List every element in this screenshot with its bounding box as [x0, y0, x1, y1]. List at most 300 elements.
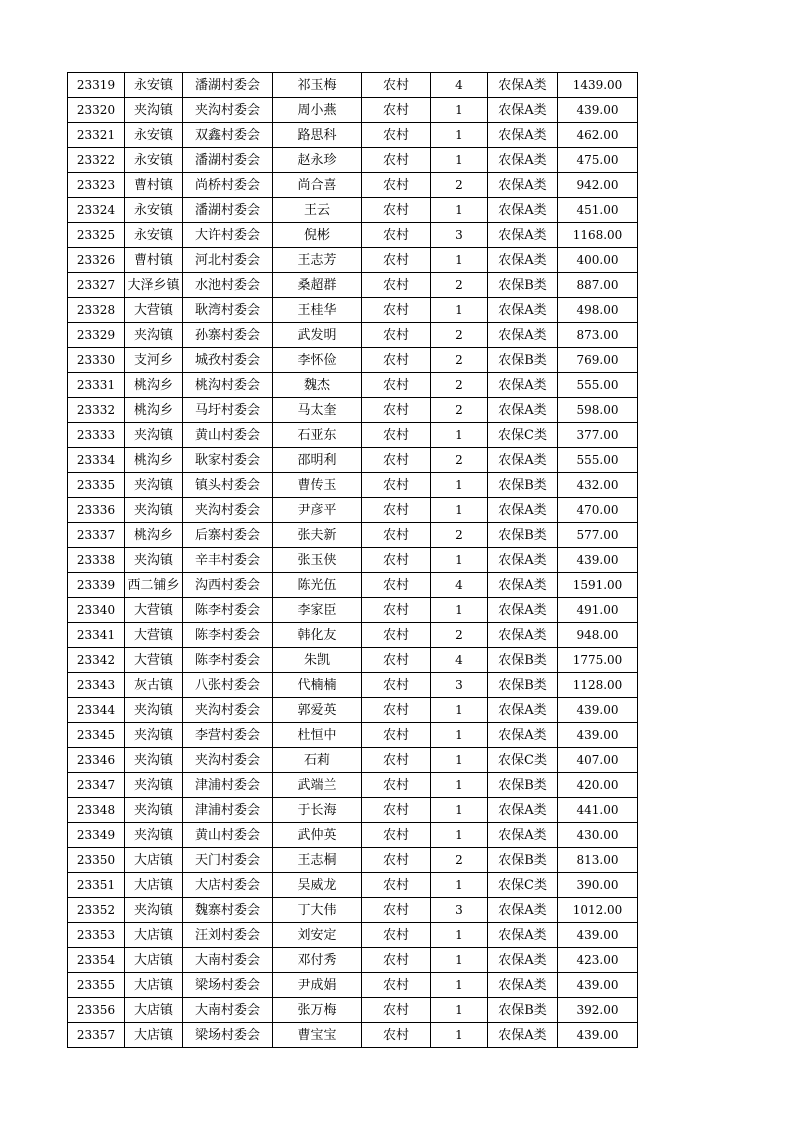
- record-id-cell: 23343: [68, 673, 125, 698]
- village-committee-cell: 陈李村委会: [183, 598, 273, 623]
- record-id-cell: 23325: [68, 223, 125, 248]
- amount-cell: 598.00: [558, 398, 638, 423]
- town-cell: 大营镇: [125, 623, 183, 648]
- household-count-cell: 1: [431, 698, 488, 723]
- insurance-category-cell: 农保B类: [488, 648, 558, 673]
- name-cell: 于长海: [273, 798, 362, 823]
- amount-cell: 813.00: [558, 848, 638, 873]
- amount-cell: 1439.00: [558, 73, 638, 98]
- amount-cell: 407.00: [558, 748, 638, 773]
- amount-cell: 769.00: [558, 348, 638, 373]
- amount-cell: 420.00: [558, 773, 638, 798]
- household-count-cell: 1: [431, 748, 488, 773]
- insurance-category-cell: 农保A类: [488, 148, 558, 173]
- village-committee-cell: 夹沟村委会: [183, 98, 273, 123]
- amount-cell: 470.00: [558, 498, 638, 523]
- household-count-cell: 1: [431, 423, 488, 448]
- insurance-category-cell: 农保A类: [488, 248, 558, 273]
- household-count-cell: 1: [431, 473, 488, 498]
- name-cell: 尹成娟: [273, 973, 362, 998]
- record-id-cell: 23319: [68, 73, 125, 98]
- insurance-category-cell: 农保A类: [488, 573, 558, 598]
- area-type-cell: 农村: [362, 373, 431, 398]
- household-count-cell: 1: [431, 298, 488, 323]
- area-type-cell: 农村: [362, 998, 431, 1023]
- name-cell: 武仲英: [273, 823, 362, 848]
- amount-cell: 432.00: [558, 473, 638, 498]
- record-id-cell: 23356: [68, 998, 125, 1023]
- area-type-cell: 农村: [362, 323, 431, 348]
- amount-cell: 498.00: [558, 298, 638, 323]
- insurance-category-cell: 农保A类: [488, 123, 558, 148]
- area-type-cell: 农村: [362, 748, 431, 773]
- town-cell: 夹沟镇: [125, 698, 183, 723]
- area-type-cell: 农村: [362, 598, 431, 623]
- table-row: [68, 798, 638, 823]
- area-type-cell: 农村: [362, 923, 431, 948]
- amount-cell: 423.00: [558, 948, 638, 973]
- village-committee-cell: 天门村委会: [183, 848, 273, 873]
- table-row: [68, 973, 638, 998]
- household-count-cell: 1: [431, 548, 488, 573]
- village-committee-cell: 八张村委会: [183, 673, 273, 698]
- town-cell: 夹沟镇: [125, 823, 183, 848]
- town-cell: 永安镇: [125, 123, 183, 148]
- name-cell: 张夫新: [273, 523, 362, 548]
- area-type-cell: 农村: [362, 973, 431, 998]
- area-type-cell: 农村: [362, 673, 431, 698]
- household-count-cell: 2: [431, 848, 488, 873]
- household-count-cell: 1: [431, 198, 488, 223]
- insurance-category-cell: 农保A类: [488, 798, 558, 823]
- household-count-cell: 1: [431, 873, 488, 898]
- insurance-category-cell: 农保B类: [488, 273, 558, 298]
- village-committee-cell: 潘湖村委会: [183, 73, 273, 98]
- area-type-cell: 农村: [362, 423, 431, 448]
- table-row: [68, 723, 638, 748]
- name-cell: 邵明利: [273, 448, 362, 473]
- table-row: [68, 198, 638, 223]
- village-committee-cell: 城孜村委会: [183, 348, 273, 373]
- household-count-cell: 1: [431, 248, 488, 273]
- area-type-cell: 农村: [362, 223, 431, 248]
- record-id-cell: 23327: [68, 273, 125, 298]
- record-id-cell: 23326: [68, 248, 125, 273]
- record-id-cell: 23344: [68, 698, 125, 723]
- table-row: [68, 173, 638, 198]
- name-cell: 曹传玉: [273, 473, 362, 498]
- household-count-cell: 1: [431, 98, 488, 123]
- town-cell: 大店镇: [125, 848, 183, 873]
- village-committee-cell: 大店村委会: [183, 873, 273, 898]
- village-committee-cell: 大南村委会: [183, 998, 273, 1023]
- table-row: [68, 573, 638, 598]
- area-type-cell: 农村: [362, 648, 431, 673]
- name-cell: 武发明: [273, 323, 362, 348]
- name-cell: 王志桐: [273, 848, 362, 873]
- amount-cell: 887.00: [558, 273, 638, 298]
- name-cell: 尚合喜: [273, 173, 362, 198]
- name-cell: 陈光伍: [273, 573, 362, 598]
- village-committee-cell: 耿湾村委会: [183, 298, 273, 323]
- amount-cell: 462.00: [558, 123, 638, 148]
- area-type-cell: 农村: [362, 298, 431, 323]
- insurance-category-cell: 农保A类: [488, 623, 558, 648]
- amount-cell: 555.00: [558, 373, 638, 398]
- insurance-category-cell: 农保B类: [488, 523, 558, 548]
- name-cell: 邓付秀: [273, 948, 362, 973]
- table-row: [68, 698, 638, 723]
- insurance-category-cell: 农保C类: [488, 748, 558, 773]
- amount-cell: 439.00: [558, 723, 638, 748]
- town-cell: 曹村镇: [125, 248, 183, 273]
- record-id-cell: 23354: [68, 948, 125, 973]
- amount-cell: 451.00: [558, 198, 638, 223]
- record-id-cell: 23352: [68, 898, 125, 923]
- name-cell: 郭爱英: [273, 698, 362, 723]
- name-cell: 周小燕: [273, 98, 362, 123]
- table-row: [68, 898, 638, 923]
- amount-cell: 439.00: [558, 698, 638, 723]
- table-row: [68, 348, 638, 373]
- town-cell: 桃沟乡: [125, 373, 183, 398]
- amount-cell: 1128.00: [558, 673, 638, 698]
- household-count-cell: 2: [431, 173, 488, 198]
- household-count-cell: 2: [431, 448, 488, 473]
- record-id-cell: 23349: [68, 823, 125, 848]
- insurance-category-cell: 农保A类: [488, 448, 558, 473]
- household-count-cell: 1: [431, 148, 488, 173]
- table-row: [68, 548, 638, 573]
- town-cell: 大店镇: [125, 873, 183, 898]
- name-cell: 朱凯: [273, 648, 362, 673]
- household-count-cell: 2: [431, 398, 488, 423]
- household-count-cell: 1: [431, 723, 488, 748]
- area-type-cell: 农村: [362, 398, 431, 423]
- table-row: [68, 398, 638, 423]
- household-count-cell: 1: [431, 598, 488, 623]
- area-type-cell: 农村: [362, 723, 431, 748]
- record-id-cell: 23339: [68, 573, 125, 598]
- town-cell: 西二铺乡: [125, 573, 183, 598]
- household-count-cell: 2: [431, 273, 488, 298]
- village-committee-cell: 津浦村委会: [183, 773, 273, 798]
- village-committee-cell: 马圩村委会: [183, 398, 273, 423]
- area-type-cell: 农村: [362, 173, 431, 198]
- record-id-cell: 23355: [68, 973, 125, 998]
- name-cell: 桑超群: [273, 273, 362, 298]
- area-type-cell: 农村: [362, 523, 431, 548]
- table-row: [68, 523, 638, 548]
- household-count-cell: 1: [431, 773, 488, 798]
- amount-cell: 392.00: [558, 998, 638, 1023]
- area-type-cell: 农村: [362, 448, 431, 473]
- household-count-cell: 1: [431, 123, 488, 148]
- village-committee-cell: 桃沟村委会: [183, 373, 273, 398]
- insurance-category-cell: 农保B类: [488, 998, 558, 1023]
- area-type-cell: 农村: [362, 498, 431, 523]
- table-row: [68, 998, 638, 1023]
- area-type-cell: 农村: [362, 473, 431, 498]
- area-type-cell: 农村: [362, 823, 431, 848]
- record-id-cell: 23346: [68, 748, 125, 773]
- town-cell: 大营镇: [125, 298, 183, 323]
- household-count-cell: 4: [431, 573, 488, 598]
- area-type-cell: 农村: [362, 898, 431, 923]
- record-id-cell: 23330: [68, 348, 125, 373]
- record-id-cell: 23337: [68, 523, 125, 548]
- insurance-category-cell: 农保A类: [488, 198, 558, 223]
- name-cell: 丁大伟: [273, 898, 362, 923]
- amount-cell: 439.00: [558, 1023, 638, 1048]
- insurance-category-cell: 农保A类: [488, 598, 558, 623]
- amount-cell: 439.00: [558, 548, 638, 573]
- village-committee-cell: 陈李村委会: [183, 623, 273, 648]
- household-count-cell: 1: [431, 923, 488, 948]
- record-id-cell: 23347: [68, 773, 125, 798]
- village-committee-cell: 镇头村委会: [183, 473, 273, 498]
- village-committee-cell: 河北村委会: [183, 248, 273, 273]
- amount-cell: 377.00: [558, 423, 638, 448]
- village-committee-cell: 黄山村委会: [183, 823, 273, 848]
- record-id-cell: 23338: [68, 548, 125, 573]
- village-committee-cell: 水池村委会: [183, 273, 273, 298]
- amount-cell: 942.00: [558, 173, 638, 198]
- table-row: [68, 373, 638, 398]
- town-cell: 夹沟镇: [125, 773, 183, 798]
- insurance-category-cell: 农保A类: [488, 373, 558, 398]
- record-id-cell: 23328: [68, 298, 125, 323]
- table-row: [68, 98, 638, 123]
- insurance-category-cell: 农保A类: [488, 923, 558, 948]
- table-row: [68, 748, 638, 773]
- name-cell: 杜恒中: [273, 723, 362, 748]
- amount-cell: 430.00: [558, 823, 638, 848]
- town-cell: 永安镇: [125, 73, 183, 98]
- record-id-cell: 23357: [68, 1023, 125, 1048]
- household-count-cell: 1: [431, 798, 488, 823]
- area-type-cell: 农村: [362, 548, 431, 573]
- insurance-category-cell: 农保A类: [488, 548, 558, 573]
- table-row: [68, 923, 638, 948]
- table-row: [68, 448, 638, 473]
- area-type-cell: 农村: [362, 348, 431, 373]
- town-cell: 桃沟乡: [125, 523, 183, 548]
- household-count-cell: 2: [431, 523, 488, 548]
- insurance-category-cell: 农保A类: [488, 698, 558, 723]
- table-row: [68, 948, 638, 973]
- area-type-cell: 农村: [362, 273, 431, 298]
- town-cell: 大店镇: [125, 973, 183, 998]
- village-committee-cell: 梁场村委会: [183, 973, 273, 998]
- area-type-cell: 农村: [362, 73, 431, 98]
- name-cell: 魏杰: [273, 373, 362, 398]
- table-row: [68, 498, 638, 523]
- insurance-category-cell: 农保A类: [488, 948, 558, 973]
- record-id-cell: 23321: [68, 123, 125, 148]
- name-cell: 石亚东: [273, 423, 362, 448]
- area-type-cell: 农村: [362, 148, 431, 173]
- record-id-cell: 23334: [68, 448, 125, 473]
- village-committee-cell: 津浦村委会: [183, 798, 273, 823]
- area-type-cell: 农村: [362, 623, 431, 648]
- village-committee-cell: 陈李村委会: [183, 648, 273, 673]
- town-cell: 永安镇: [125, 223, 183, 248]
- village-committee-cell: 辛丰村委会: [183, 548, 273, 573]
- insurance-category-cell: 农保A类: [488, 223, 558, 248]
- amount-cell: 439.00: [558, 923, 638, 948]
- table-row: [68, 248, 638, 273]
- name-cell: 路思科: [273, 123, 362, 148]
- village-committee-cell: 夹沟村委会: [183, 698, 273, 723]
- village-committee-cell: 耿家村委会: [183, 448, 273, 473]
- household-count-cell: 4: [431, 648, 488, 673]
- amount-cell: 1168.00: [558, 223, 638, 248]
- table-row: [68, 298, 638, 323]
- village-committee-cell: 孙寨村委会: [183, 323, 273, 348]
- village-committee-cell: 李营村委会: [183, 723, 273, 748]
- table-row: [68, 598, 638, 623]
- household-count-cell: 3: [431, 673, 488, 698]
- record-id-cell: 23351: [68, 873, 125, 898]
- name-cell: 张玉侠: [273, 548, 362, 573]
- amount-cell: 1591.00: [558, 573, 638, 598]
- area-type-cell: 农村: [362, 123, 431, 148]
- insurance-category-cell: 农保C类: [488, 873, 558, 898]
- area-type-cell: 农村: [362, 798, 431, 823]
- household-count-cell: 1: [431, 1023, 488, 1048]
- record-id-cell: 23340: [68, 598, 125, 623]
- table-row: [68, 273, 638, 298]
- name-cell: 王桂华: [273, 298, 362, 323]
- household-count-cell: 2: [431, 623, 488, 648]
- name-cell: 武端兰: [273, 773, 362, 798]
- insurance-category-cell: 农保C类: [488, 423, 558, 448]
- household-count-cell: 2: [431, 323, 488, 348]
- record-id-cell: 23322: [68, 148, 125, 173]
- name-cell: 韩化友: [273, 623, 362, 648]
- benefit-records-table: [67, 72, 638, 1048]
- village-committee-cell: 双鑫村委会: [183, 123, 273, 148]
- village-committee-cell: 大许村委会: [183, 223, 273, 248]
- table-row: [68, 848, 638, 873]
- area-type-cell: 农村: [362, 248, 431, 273]
- name-cell: 代楠楠: [273, 673, 362, 698]
- record-id-cell: 23350: [68, 848, 125, 873]
- town-cell: 夹沟镇: [125, 548, 183, 573]
- insurance-category-cell: 农保B类: [488, 848, 558, 873]
- insurance-category-cell: 农保A类: [488, 898, 558, 923]
- amount-cell: 439.00: [558, 973, 638, 998]
- table-row: [68, 223, 638, 248]
- record-id-cell: 23329: [68, 323, 125, 348]
- name-cell: 石莉: [273, 748, 362, 773]
- village-committee-cell: 魏寨村委会: [183, 898, 273, 923]
- insurance-category-cell: 农保A类: [488, 823, 558, 848]
- amount-cell: 1775.00: [558, 648, 638, 673]
- insurance-category-cell: 农保A类: [488, 973, 558, 998]
- table-row: [68, 73, 638, 98]
- insurance-category-cell: 农保B类: [488, 773, 558, 798]
- record-id-cell: 23331: [68, 373, 125, 398]
- town-cell: 永安镇: [125, 198, 183, 223]
- town-cell: 永安镇: [125, 148, 183, 173]
- insurance-category-cell: 农保B类: [488, 673, 558, 698]
- name-cell: 王志芳: [273, 248, 362, 273]
- record-id-cell: 23320: [68, 98, 125, 123]
- amount-cell: 390.00: [558, 873, 638, 898]
- amount-cell: 475.00: [558, 148, 638, 173]
- town-cell: 夹沟镇: [125, 498, 183, 523]
- town-cell: 灰古镇: [125, 673, 183, 698]
- table-row: [68, 673, 638, 698]
- name-cell: 尹彦平: [273, 498, 362, 523]
- village-committee-cell: 后寨村委会: [183, 523, 273, 548]
- name-cell: 张万梅: [273, 998, 362, 1023]
- village-committee-cell: 潘湖村委会: [183, 198, 273, 223]
- household-count-cell: 1: [431, 823, 488, 848]
- village-committee-cell: 夹沟村委会: [183, 498, 273, 523]
- insurance-category-cell: 农保A类: [488, 723, 558, 748]
- table-row: [68, 323, 638, 348]
- table-row: [68, 148, 638, 173]
- amount-cell: 577.00: [558, 523, 638, 548]
- name-cell: 王云: [273, 198, 362, 223]
- town-cell: 大营镇: [125, 648, 183, 673]
- village-committee-cell: 夹沟村委会: [183, 748, 273, 773]
- household-count-cell: 2: [431, 373, 488, 398]
- area-type-cell: 农村: [362, 873, 431, 898]
- town-cell: 夹沟镇: [125, 748, 183, 773]
- amount-cell: 1012.00: [558, 898, 638, 923]
- area-type-cell: 农村: [362, 848, 431, 873]
- record-id-cell: 23341: [68, 623, 125, 648]
- record-id-cell: 23345: [68, 723, 125, 748]
- town-cell: 夹沟镇: [125, 798, 183, 823]
- town-cell: 夹沟镇: [125, 323, 183, 348]
- record-id-cell: 23353: [68, 923, 125, 948]
- town-cell: 夹沟镇: [125, 898, 183, 923]
- insurance-category-cell: 农保A类: [488, 323, 558, 348]
- household-count-cell: 3: [431, 223, 488, 248]
- name-cell: 吴威龙: [273, 873, 362, 898]
- town-cell: 支河乡: [125, 348, 183, 373]
- area-type-cell: 农村: [362, 698, 431, 723]
- town-cell: 桃沟乡: [125, 448, 183, 473]
- household-count-cell: 1: [431, 498, 488, 523]
- insurance-category-cell: 农保A类: [488, 298, 558, 323]
- household-count-cell: 3: [431, 898, 488, 923]
- area-type-cell: 农村: [362, 198, 431, 223]
- town-cell: 大店镇: [125, 923, 183, 948]
- amount-cell: 948.00: [558, 623, 638, 648]
- table-row: [68, 473, 638, 498]
- village-committee-cell: 梁场村委会: [183, 1023, 273, 1048]
- name-cell: 刘安定: [273, 923, 362, 948]
- table-row: [68, 623, 638, 648]
- household-count-cell: 1: [431, 998, 488, 1023]
- household-count-cell: 1: [431, 973, 488, 998]
- table-row: [68, 823, 638, 848]
- amount-cell: 400.00: [558, 248, 638, 273]
- village-committee-cell: 汪刘村委会: [183, 923, 273, 948]
- village-committee-cell: 潘湖村委会: [183, 148, 273, 173]
- insurance-category-cell: 农保B类: [488, 348, 558, 373]
- insurance-category-cell: 农保A类: [488, 398, 558, 423]
- household-count-cell: 1: [431, 948, 488, 973]
- town-cell: 桃沟乡: [125, 398, 183, 423]
- amount-cell: 555.00: [558, 448, 638, 473]
